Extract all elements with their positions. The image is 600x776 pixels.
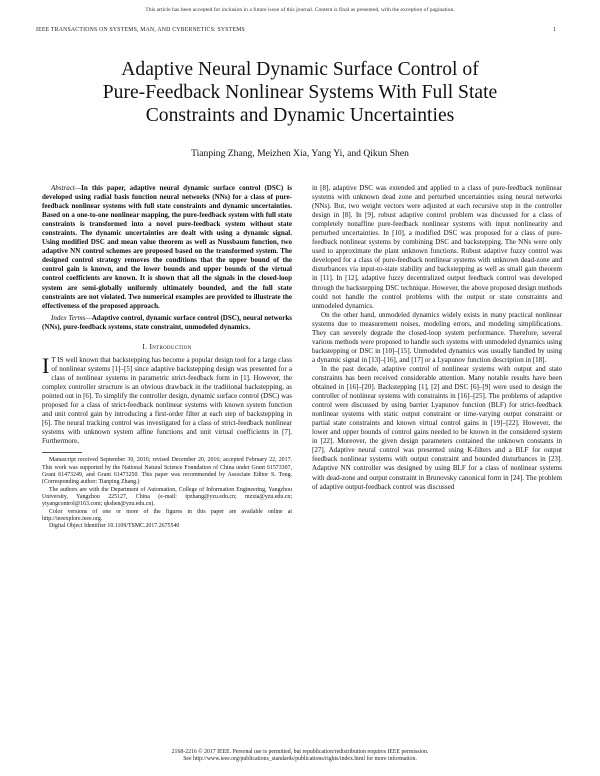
- drop-cap-letter: I: [42, 352, 50, 378]
- abstract-label: Abstract—: [51, 184, 82, 192]
- intro-paragraph: [42, 352, 292, 446]
- right-column: [312, 184, 562, 492]
- footnote-doi: Digital Object Identifier 10.1109/TSMC.2017.2675540: [49, 523, 180, 530]
- title-line-3: Constraints and Dynamic Uncertainties: [145, 105, 455, 126]
- footnote-color: Color versions of one or more of the figures in this paper are available online at http://ieeexplore.ieee.org.: [42, 508, 292, 522]
- page-number: 1: [553, 27, 556, 33]
- footnote-rule: [42, 452, 82, 453]
- section-numeral: I.: [142, 341, 150, 351]
- copyright-line-2: See http://www.ieee.org/publications_standards/publications/rights/index.html for more information.: [183, 756, 417, 763]
- section-heading: [42, 342, 292, 351]
- left-column: [42, 184, 292, 531]
- index-terms-text: Adaptive control, dynamic surface control (DSC), neural networks (NNs), pure-feedback systems, state constraint, unmodeled dynamics.: [42, 313, 292, 331]
- title-line-2: Pure-Feedback Nonlinear Systems With Full State: [102, 82, 498, 103]
- author-list: Tianping Zhang, Meizhen Xia, Yang Yi, and Qikun Shen: [191, 148, 409, 159]
- paper-title: [40, 58, 560, 127]
- footnote-received: Manuscript received September 30, 2016; revised December 20, 2016; accepted February 22, 2017. This work was supported by the National Natural Science Foundation of China under Grant 61573307, Grant 61473249, and Grant 61473250. This paper was recommended by Associate Editor S. Tong. (Corresponding author: Tianping Zhang.): [42, 457, 292, 486]
- footnote-affiliation: The authors are with the Department of Automation, College of Information Engineering, Yangzhou University, Yangzhou 225127, China (e-mail: tpzhang@yzu.edu.cn; mzxia@yzu.edu.cn; yiyangcontrol@163.com; qkshen@yzu.edu.cn).: [42, 486, 292, 508]
- title-line-1: Adaptive Neural Dynamic Surface Control of: [121, 59, 479, 80]
- index-terms: [42, 314, 292, 332]
- copyright-footer: [0, 749, 600, 764]
- abstract: [42, 184, 292, 311]
- abstract-text: In this paper, adaptive neural dynamic surface control (DSC) is developed using radial basis function neural networks (NNs) for a class of pure-feedback nonlinear systems with full state constraints and dynamic uncertainties. Based on a one-to-one nonlinear mapping, the pure-feedback system with full state constraints is transformed into a novel pure-feedback system without state constraints. The dynamic uncertainties are dealt with using a dynamic signal. Using modified DSC and mean value theorem as well as Nussbaum function, two adaptive NN control schemes are proposed based on the transformed system. The designed control strategy removes the conditions that the upper bound of the control gain is known, and the lower bounds and upper bounds of the virtual control coefficients are known. It is shown that all the signals in the closed-loop system are semi-globally uniformly ultimately bounded, and the full state constraints are not violated. Two numerical examples are provided to illustrate the effectiveness of the proposed approach.: [42, 184, 292, 310]
- acceptance-notice: This article has been accepted for inclusion in a future issue of this journal. Content is final as presented, with the exception of pagination.: [145, 7, 455, 13]
- right-paragraph-1: in [8], adaptive DSC was extended and applied to a class of pure-feedback nonlinear systems with unknown dead zone and perturbed uncertainties using neural networks (NNs). But, two weight vectors were adjusted at each recursive step in the controller design in [8]. In [9], robust adaptive control problem was discussed for a class of completely nonaffine pure-feedback nonlinear systems with input nonlinearity and perturbed uncertainties. In [10], a modified DSC was proposed for a class of pure-feedback nonlinear systems by combining DSC and backstepping. The NNs were only used to approximate the plant unknown functions. Robust adaptive fuzzy control was developed for a class of pure-feedback nonlinear systems with unknown dead-zone and disturbances via input-to-state stability and backstepping as well as small gain theorem in [11]. In [12], adaptive fuzzy decentralized output feedback control was developed through the backstepping DSC technique. However, the above proposed design methods could not handle the control problems with the output or state constraints and unmodeled dynamics.: [312, 184, 562, 310]
- running-head: IEEE TRANSACTIONS ON SYSTEMS, MAN, AND CYBERNETICS: SYSTEMS: [36, 27, 245, 33]
- right-paragraph-3: In the past decade, adaptive control of nonlinear systems with output and state constraints has been received considerable attention. Many notable results have been obtained in [16]–[20]. Backstepping [1], [2] and DSC [6]–[9] were used to design the controller of nonlinear systems with constraints in [16]–[25]. The problems of adaptive control were discussed by using barrier Lyapunov function (BLF) for strict-feedback nonlinear systems with static output constraint or time-varying output constraint or partial state constraints and known virtual control gains in [19]–[22]. However, the lower and upper bounds of control gains needed to be known in the considered system in [22]. Moreover, the given design parameters contained the unknown constants in [27]. Adaptive neural control was presented using K-filters and a BLF for output feedback nonlinear systems with output constraint and bounded disturbances in [23]. Adaptive NN controller was designed by using BLF for a class of nonlinear systems with dead-zone and output constraint in Brunovsky canonical form in [24]. The problem of adaptive output-feedback control was discussed: [312, 364, 562, 491]
- section-title: Introduction: [149, 341, 192, 351]
- intro-text: T IS well known that backstepping has become a popular design tool for a large class of nonlinear systems [1]–[5] since adaptive backstepping design was presented for a class of nonlinear systems in parametric strict-feedback form in [1]. However, the complex controller structure is an obvious drawback in the traditional backstepping, as pointed out in [6]. To simplify the controller design, dynamic surface control (DSC) was proposed for a class of strict-feedback nonlinear systems with known system function and unit control gain by introducing a first-order filter at each step of backstepping in [6]. The neural tracking control was investigated for a class of strict-feedback nonlinear systems with unknown system affine functions and unit virtual coefficients in [7]. Furthermore,: [42, 355, 292, 446]
- right-paragraph-2: On the other hand, unmodeled dynamics widely exists in many practical nonlinear systems due to measurement noises, modeling errors, and modeling simplifications. They can severely degrade the closed-loop system performance. Therefore, several various methods were proposed to handle such systems with unmodeled dynamics using backstepping or DSC in [10]–[15]. Unmodeled dynamics was usually handled by using a dynamic signal in [13]–[16], and [17] or a Lyapunov function description in [18].: [312, 310, 562, 364]
- index-terms-label: Index Terms—: [51, 313, 92, 322]
- copyright-line-1: 2168-2216 © 2017 IEEE. Personal use is permitted, but republication/redistribution requires IEEE permission.: [171, 749, 429, 755]
